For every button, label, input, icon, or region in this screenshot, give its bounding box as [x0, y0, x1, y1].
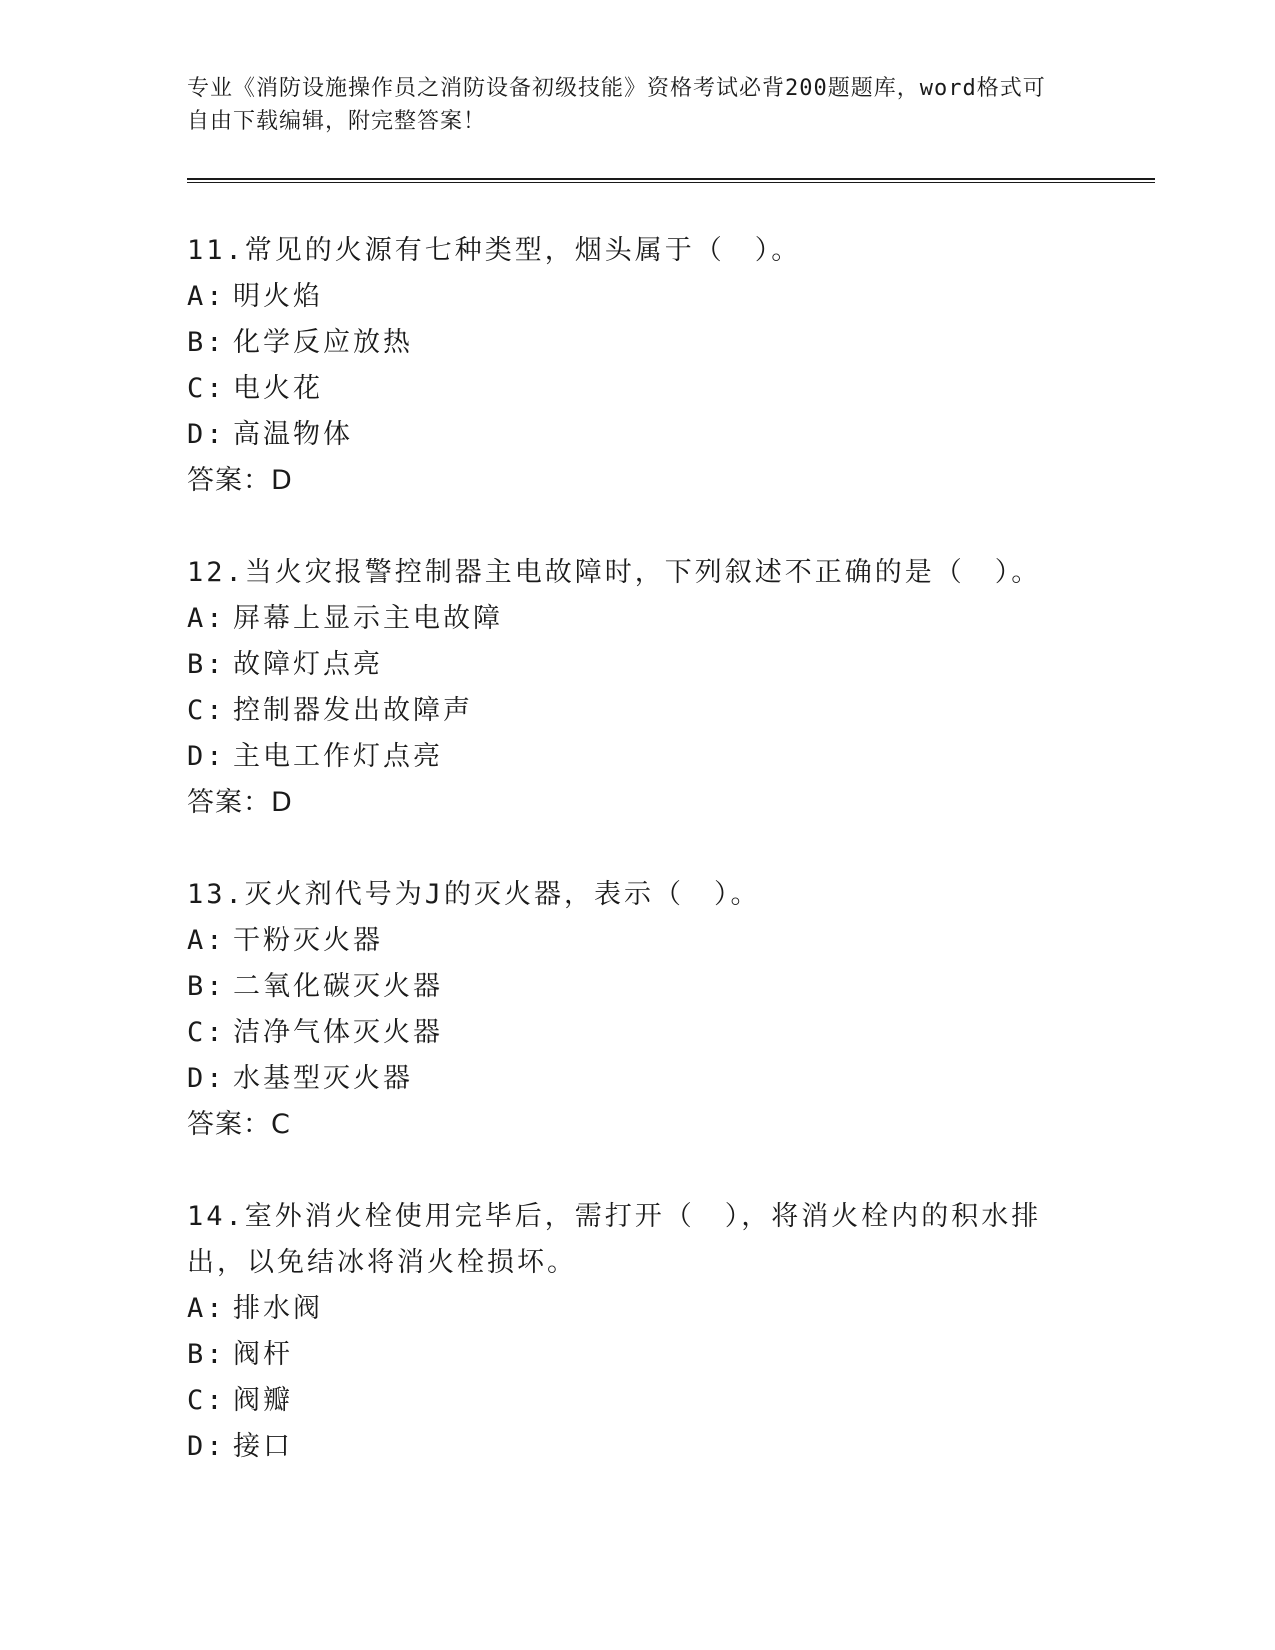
option-text: 二氧化碳灭火器	[233, 971, 443, 1002]
question-12	[187, 550, 1087, 826]
option-text: 洁净气体灭火器	[233, 1017, 443, 1048]
option-text: 接口	[233, 1431, 293, 1462]
question-14	[187, 1194, 1087, 1470]
option-d	[187, 734, 1087, 780]
header-divider	[187, 178, 1155, 180]
option-letter: B:	[187, 971, 226, 1002]
answer-line: 答案：C	[187, 1109, 291, 1140]
option-text: 排水阀	[233, 1293, 323, 1324]
option-letter: D:	[187, 1431, 226, 1462]
option-text: 电火花	[233, 373, 323, 404]
option-text: 阀瓣	[233, 1385, 293, 1416]
option-letter: C:	[187, 1385, 226, 1416]
option-b	[187, 1332, 1087, 1378]
option-letter: C:	[187, 695, 226, 726]
option-a	[187, 918, 1087, 964]
question-stem: 12.当火灾报警控制器主电故障时，下列叙述不正确的是（ ）。	[187, 557, 1042, 588]
option-a	[187, 274, 1087, 320]
option-c	[187, 688, 1087, 734]
option-text: 控制器发出故障声	[233, 695, 473, 726]
option-text: 高温物体	[233, 419, 353, 450]
option-letter: D:	[187, 741, 226, 772]
option-text: 屏幕上显示主电故障	[233, 603, 503, 634]
option-text: 干粉灭火器	[233, 925, 383, 956]
option-d	[187, 1056, 1087, 1102]
option-letter: A:	[187, 603, 226, 634]
option-c	[187, 366, 1087, 412]
option-d	[187, 1424, 1087, 1470]
option-letter: A:	[187, 281, 226, 312]
question-stem: 14.室外消火栓使用完毕后，需打开（ ），将消火栓内的积水排出，以免结冰将消火栓损坏。	[187, 1201, 1042, 1278]
option-d	[187, 412, 1087, 458]
question-stem: 13.灭火剂代号为J的灭火器，表示（ ）。	[187, 879, 761, 910]
option-letter: D:	[187, 419, 226, 450]
option-text: 主电工作灯点亮	[233, 741, 443, 772]
option-letter: B:	[187, 327, 226, 358]
question-13	[187, 872, 1087, 1148]
option-b	[187, 964, 1087, 1010]
answer-line: 答案：D	[187, 787, 293, 818]
option-text: 水基型灭火器	[233, 1063, 413, 1094]
question-stem: 11.常见的火源有七种类型，烟头属于（ ）。	[187, 235, 802, 266]
option-text: 化学反应放热	[233, 327, 413, 358]
option-b	[187, 642, 1087, 688]
option-letter: B:	[187, 1339, 226, 1370]
option-text: 明火焰	[233, 281, 323, 312]
option-letter: D:	[187, 1063, 226, 1094]
option-c	[187, 1378, 1087, 1424]
option-letter: C:	[187, 1017, 226, 1048]
option-letter: A:	[187, 1293, 226, 1324]
option-c	[187, 1010, 1087, 1056]
option-letter: C:	[187, 373, 226, 404]
option-text: 故障灯点亮	[233, 649, 383, 680]
option-text: 阀杆	[233, 1339, 293, 1370]
option-a	[187, 1286, 1087, 1332]
option-letter: B:	[187, 649, 226, 680]
option-a	[187, 596, 1087, 642]
answer-line: 答案：D	[187, 465, 293, 496]
option-letter: A:	[187, 925, 226, 956]
option-b	[187, 320, 1087, 366]
question-list	[187, 228, 1087, 1516]
question-11	[187, 228, 1087, 504]
document-header: 专业《消防设施操作员之消防设备初级技能》资格考试必背200题题库，word格式可自由下载编辑，附完整答案！	[187, 76, 1046, 134]
header-divider-thin	[187, 182, 1155, 183]
